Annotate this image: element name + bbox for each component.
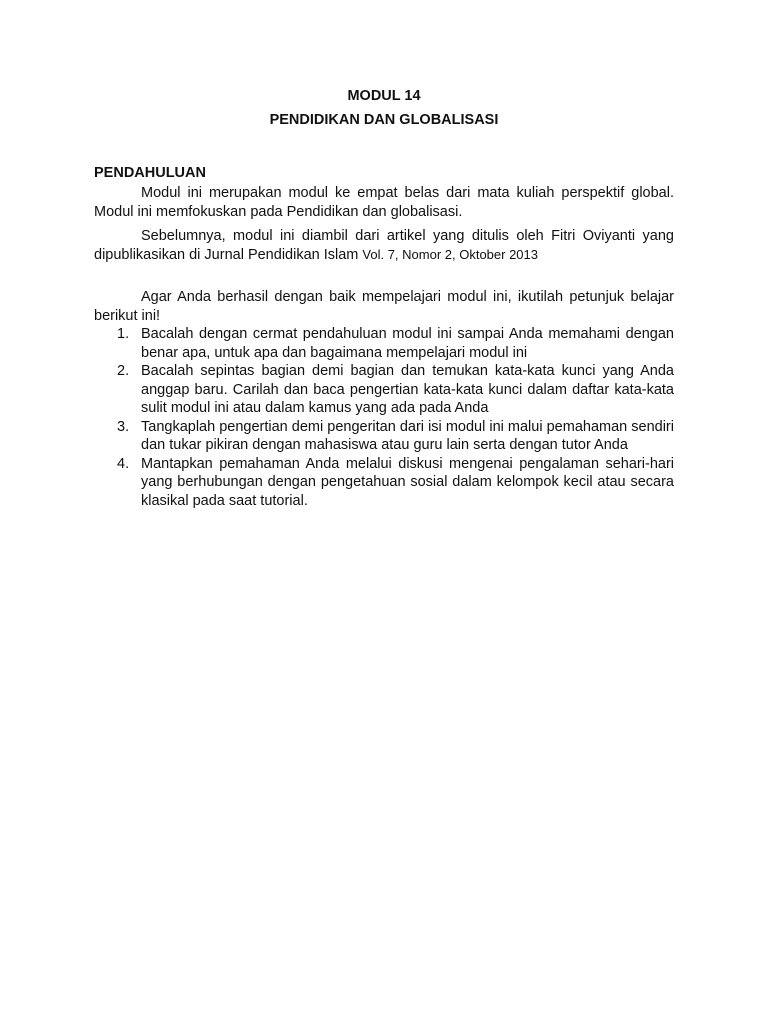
- list-item: [94, 418, 674, 455]
- list-item: [94, 325, 674, 362]
- section-heading: PENDAHULUAN: [94, 165, 206, 181]
- module-title: MODUL 14: [347, 88, 421, 104]
- module-subtitle: PENDIDIKAN DAN GLOBALISASI: [269, 112, 499, 128]
- list-item: [94, 362, 674, 418]
- list-item-text: Bacalah dengan cermat pendahuluan modul ini sampai Anda memahami dengan benar apa, untuk apa dan bagaimana mempelajari modul ini: [141, 326, 674, 361]
- journal-citation: Vol. 7, Nomor 2, Oktober 2013: [362, 246, 539, 262]
- list-item-text: Bacalah sepintas bagian demi bagian dan temukan kata-kata kunci yang Anda anggap baru. Carilah dan baca pengertian kata-kata kunci dalam daftar kata-kata sulit modul ini atau dalam kamus yang ada pada Anda: [141, 363, 674, 416]
- source-text: Sebelumnya, modul ini diambil dari artikel yang ditulis oleh Fitri Oviyanti yang dipublikasikan di Jurnal Pendidikan Islam: [94, 228, 674, 263]
- list-item-number: 4.: [117, 455, 130, 472]
- list-item: [94, 455, 674, 511]
- list-item-number: 3.: [117, 418, 130, 435]
- intro-paragraph: Modul ini merupakan modul ke empat belas dari mata kuliah perspektif global. Modul ini memfokuskan pada Pendidikan dan globalisasi.: [94, 185, 674, 220]
- source-paragraph: [94, 227, 674, 264]
- list-item-text: Tangkaplah pengertian demi pengeritan dari isi modul ini malui pemahaman sendiri dan tukar pikiran dengan mahasiswa atau guru lain serta dengan tutor Anda: [141, 418, 674, 453]
- list-item-text: Mantapkan pemahaman Anda melalui diskusi mengenai pengalaman sehari-hari yang berhubungan dengan pengetahuan sosial dalam kelompok kecil atau secara klasikal pada saat tutorial.: [141, 455, 674, 509]
- list-item-number: 1.: [117, 326, 130, 342]
- instructions-paragraph: Agar Anda berhasil dengan baik mempelajari modul ini, ikutilah petunjuk belajar berikut ini!: [94, 289, 674, 324]
- document-content: [94, 86, 674, 510]
- list-item-number: 2.: [117, 363, 130, 379]
- study-steps-list: [94, 325, 674, 510]
